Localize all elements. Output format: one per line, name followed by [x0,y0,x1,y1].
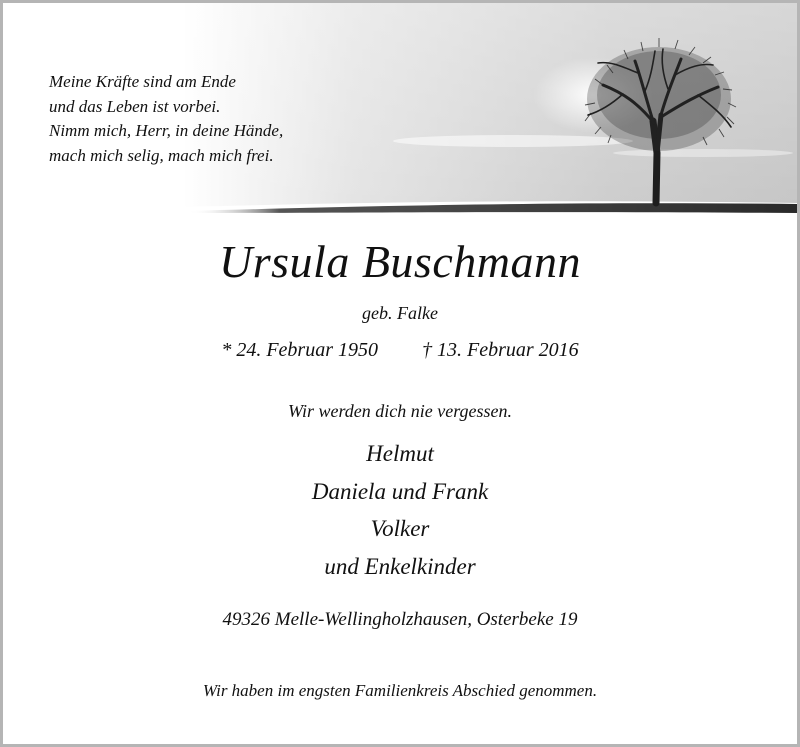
maiden-name: geb. Falke [362,303,438,323]
address: 49326 Melle-Wellingholzhausen, Osterbeke 19 [222,609,578,630]
family-member: Daniela und Frank [311,478,489,504]
farewell-text: Wir werden dich nie vergessen. [287,401,513,421]
closing-note: Wir haben im engsten Familienkreis Abschied genommen. [202,681,598,700]
family-member: Helmut [366,441,434,466]
family-member: und Enkelkinder [324,553,476,579]
life-dates [3,339,797,362]
death-date: † 13. Februar 2016 [422,339,579,361]
poem [49,70,283,168]
poem-line: mach mich selig, mach mich frei. [49,145,274,165]
tree-canopy [587,47,731,151]
poem-line: Meine Kräfte sind am Ende [49,72,236,91]
poem-line: und das Leben ist vorbei. [49,96,221,116]
deceased-name: Ursula Buschmann [219,236,581,287]
family-member: Volker [370,516,430,541]
poem-line: Nimm mich, Herr, in deine Hände, [49,121,284,140]
birth-date: * 24. Februar 1950 [221,339,378,361]
family-list [3,435,797,585]
